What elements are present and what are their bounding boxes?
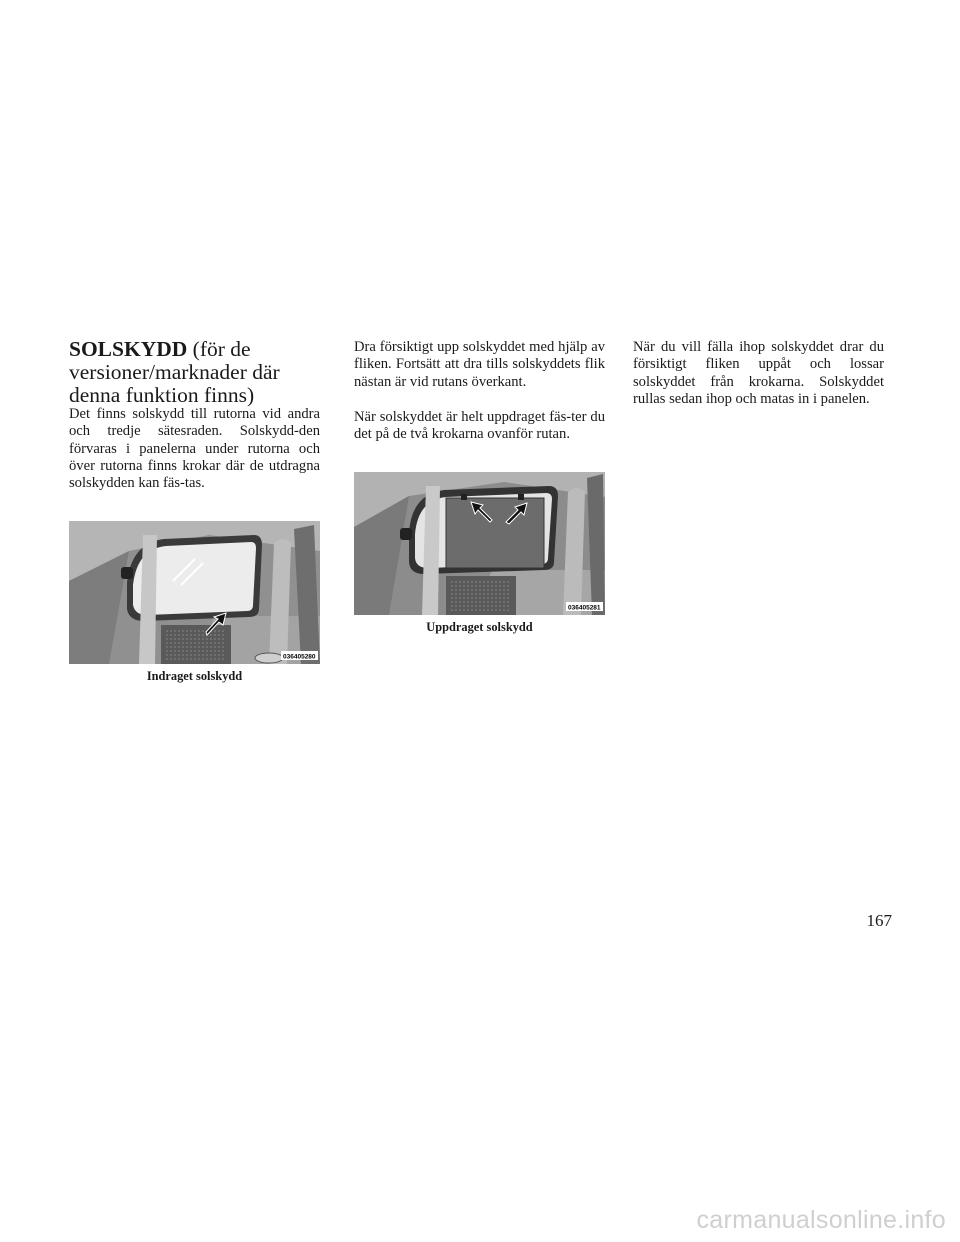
pull-up-paragraph: Dra försiktigt upp solskyddet med hjälp av fliken. Fortsätt att dra tills solskyddets flik nästan är vid rutans överkant. (354, 339, 605, 390)
raised-sunshade-illustration (354, 472, 605, 615)
figure-retracted-sunshade (69, 521, 320, 684)
watermark: carmanualsonline.info (696, 1206, 946, 1234)
intro-paragraph: Det finns solskydd till rutorna vid andra och tredje sätesraden. Solskydd-den förvaras i panelerna under rutorna och över rutorna finns krokar där de utdragna solskydden kan fäs-tas. (69, 406, 320, 492)
figure-caption: Uppdraget solskydd (426, 620, 533, 634)
page-number: 167 (866, 911, 892, 930)
heading-main: SOLSKYDD (69, 337, 188, 361)
section-heading (69, 338, 329, 407)
figure-raised-sunshade (354, 472, 605, 635)
figure-code: 036405281 (568, 604, 601, 612)
fold-away-paragraph: När du vill fälla ihop solskyddet drar du försiktigt fliken uppåt och lossar solskyddet från krokarna. Solskyddet rullas sedan ihop och matas in i panelen. (633, 339, 884, 407)
figure-caption: Indraget solskydd (146, 669, 243, 683)
figure-code: 036405280 (283, 653, 316, 661)
retracted-sunshade-illustration (69, 521, 320, 664)
hook-paragraph: När solskyddet är helt uppdraget fäs-ter du det på de två krokarna ovanför rutan. (354, 409, 605, 443)
heading-qualifier: (för de versioner/marknader där denna funktion finns) (69, 337, 280, 407)
